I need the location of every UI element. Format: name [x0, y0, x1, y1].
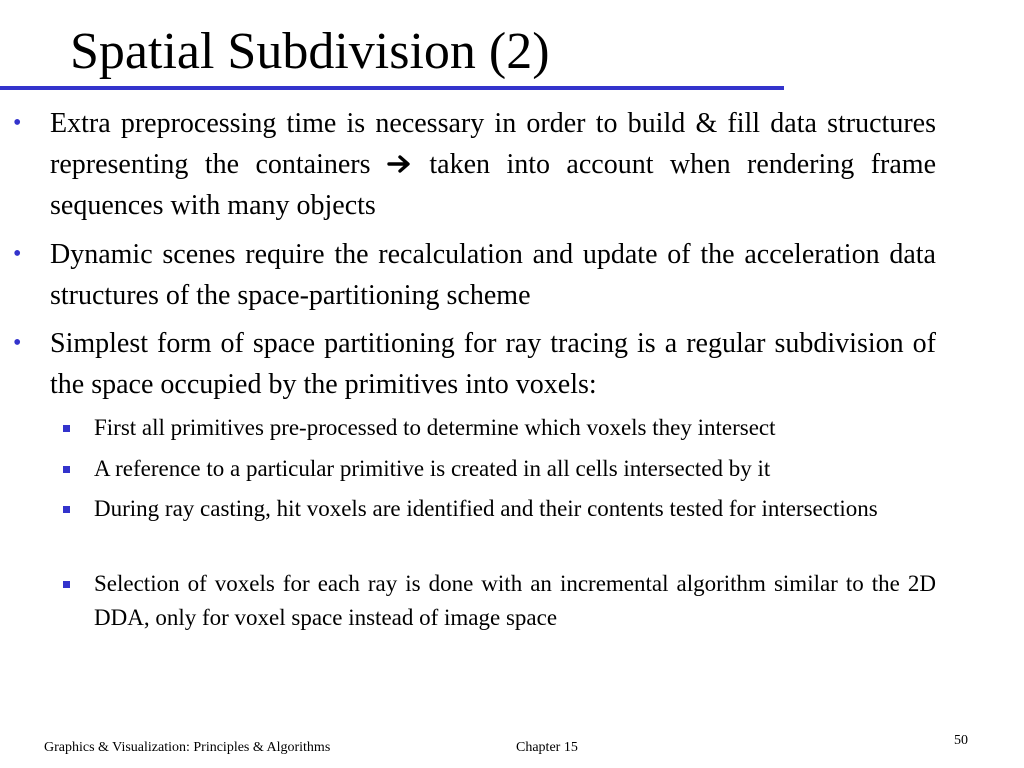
bullet-text-part: taken into account when rendering frame sequences with many objects	[50, 149, 936, 221]
bullet-item	[13, 103, 936, 226]
subbullet-item	[94, 411, 936, 445]
bullet-item	[13, 323, 936, 405]
footer-chapter: Chapter 15	[516, 740, 578, 755]
bullet-text: Dynamic scenes require the recalculation and update of the acceleration data structures of the space-partitioning scheme	[50, 239, 936, 311]
subbullet-text: During ray casting, hit voxels are identified and their contents tested for intersections	[94, 496, 878, 521]
subbullet-item	[94, 452, 936, 486]
bullet-text: Simplest form of space partitioning for ray tracing is a regular subdivision of the space occupied by the primitives into voxels:	[50, 328, 936, 400]
bullet-item	[13, 234, 936, 316]
right-arrow-icon	[387, 154, 413, 174]
title-underline	[0, 86, 784, 90]
subbullet-item	[94, 492, 936, 526]
square-bullet-icon	[63, 581, 70, 588]
bullet-marker: •	[13, 330, 22, 356]
subbullet-text: A reference to a particular primitive is created in all cells intersected by it	[94, 456, 771, 481]
subbullet-text: Selection of voxels for each ray is done with an incremental algorithm similar to the 2D DDA, only for voxel space instead of image space	[94, 571, 936, 630]
page-number: 50	[954, 733, 968, 748]
subbullet-text: First all primitives pre-processed to determine which voxels they intersect	[94, 415, 776, 440]
bullet-marker: •	[13, 110, 22, 136]
square-bullet-icon	[63, 466, 70, 473]
slide-title: Spatial Subdivision (2)	[70, 23, 550, 80]
bullet-text	[50, 103, 936, 226]
title-underline-bar	[0, 86, 784, 90]
square-bullet-icon	[63, 425, 70, 432]
bullet-text-part: Extra preprocessing time is necessary in order to build & fill data structures representing the containers	[50, 108, 936, 180]
footer-book-title: Graphics & Visualization: Principles & Algorithms	[44, 740, 331, 755]
bullet-marker: •	[13, 241, 22, 267]
square-bullet-icon	[63, 506, 70, 513]
subbullet-item	[94, 567, 936, 635]
